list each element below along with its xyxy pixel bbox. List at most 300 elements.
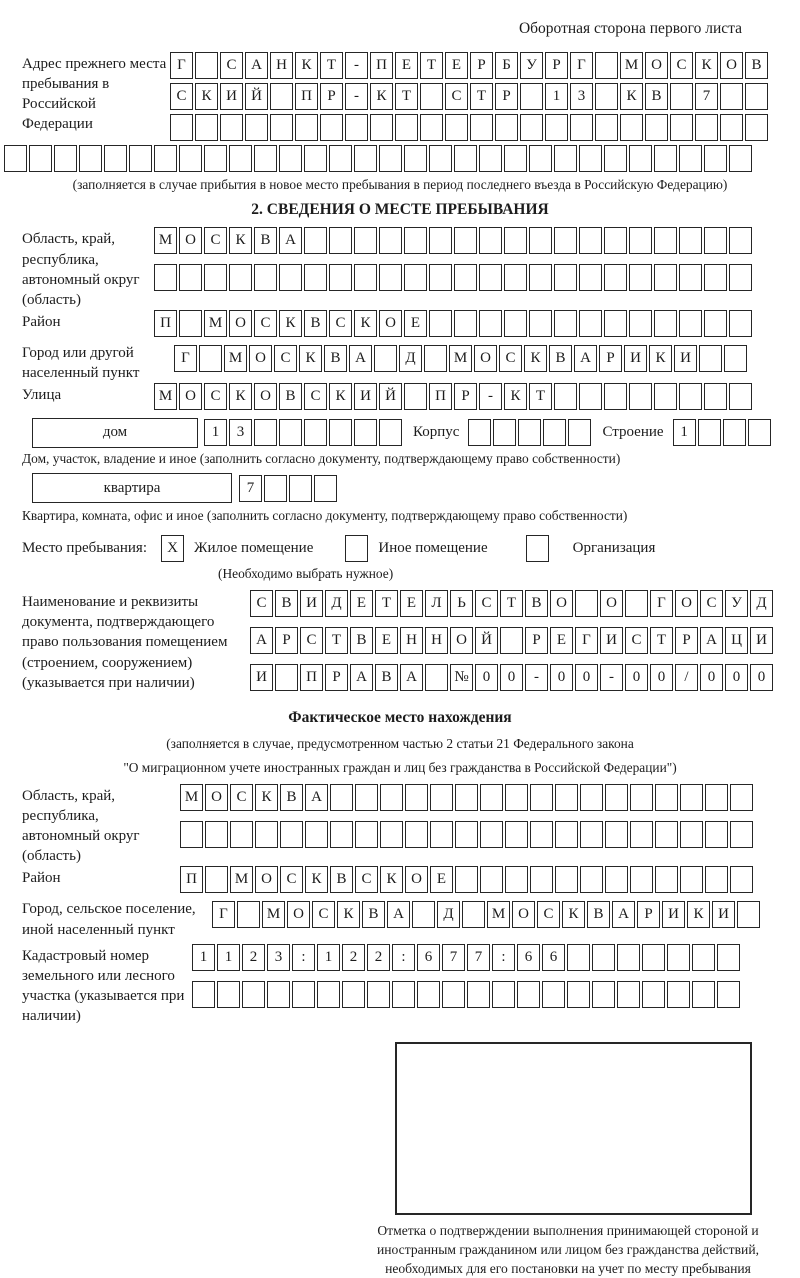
char-box[interactable]	[630, 866, 653, 893]
char-box[interactable]	[379, 419, 402, 446]
char-box[interactable]	[620, 114, 643, 141]
char-box[interactable]: О	[720, 52, 743, 79]
char-box[interactable]: О	[229, 310, 252, 337]
char-box[interactable]	[237, 901, 260, 928]
char-box[interactable]: Т	[650, 627, 673, 654]
char-box[interactable]	[704, 227, 727, 254]
char-box[interactable]	[717, 944, 740, 971]
char-box[interactable]: 7	[442, 944, 465, 971]
char-box[interactable]	[230, 821, 253, 848]
char-box[interactable]: П	[429, 383, 452, 410]
char-box[interactable]: П	[154, 310, 177, 337]
char-box[interactable]	[554, 264, 577, 291]
char-box[interactable]	[555, 784, 578, 811]
char-box[interactable]: 7	[239, 475, 262, 502]
char-box[interactable]: Е	[395, 52, 418, 79]
char-box[interactable]: 1	[317, 944, 340, 971]
char-box[interactable]: -	[345, 83, 368, 110]
char-box[interactable]: Г	[575, 627, 598, 654]
char-box[interactable]	[504, 227, 527, 254]
char-box[interactable]	[392, 981, 415, 1008]
char-box[interactable]: П	[370, 52, 393, 79]
char-box[interactable]	[345, 114, 368, 141]
char-box[interactable]	[329, 419, 352, 446]
char-box[interactable]: К	[329, 383, 352, 410]
char-box[interactable]: С	[204, 227, 227, 254]
char-box[interactable]	[720, 114, 743, 141]
char-box[interactable]: С	[475, 590, 498, 617]
char-box[interactable]: /	[675, 664, 698, 691]
char-box[interactable]	[554, 310, 577, 337]
char-box[interactable]: О	[255, 866, 278, 893]
char-box[interactable]: П	[295, 83, 318, 110]
char-box[interactable]: И	[674, 345, 697, 372]
char-box[interactable]	[504, 310, 527, 337]
char-box[interactable]: К	[524, 345, 547, 372]
char-box[interactable]	[723, 419, 746, 446]
char-box[interactable]	[104, 145, 127, 172]
char-box[interactable]	[479, 145, 502, 172]
char-box[interactable]	[629, 264, 652, 291]
char-box[interactable]	[745, 83, 768, 110]
char-box[interactable]	[480, 784, 503, 811]
char-box[interactable]	[730, 821, 753, 848]
char-box[interactable]	[492, 981, 515, 1008]
char-box[interactable]	[505, 821, 528, 848]
char-box[interactable]: В	[324, 345, 347, 372]
char-box[interactable]: Л	[425, 590, 448, 617]
char-box[interactable]: Р	[525, 627, 548, 654]
char-box[interactable]	[604, 145, 627, 172]
char-box[interactable]	[654, 383, 677, 410]
char-box[interactable]	[493, 419, 516, 446]
char-box[interactable]: А	[700, 627, 723, 654]
char-box[interactable]: Т	[320, 52, 343, 79]
char-box[interactable]: Д	[437, 901, 460, 928]
char-box[interactable]	[717, 981, 740, 1008]
char-box[interactable]: К	[229, 227, 252, 254]
char-box[interactable]	[412, 901, 435, 928]
char-box[interactable]	[442, 981, 465, 1008]
char-box[interactable]: О	[287, 901, 310, 928]
char-box[interactable]	[745, 114, 768, 141]
char-box[interactable]: С	[254, 310, 277, 337]
char-box[interactable]	[420, 83, 443, 110]
char-box[interactable]: К	[380, 866, 403, 893]
char-box[interactable]: И	[750, 627, 773, 654]
char-box[interactable]	[154, 264, 177, 291]
char-box[interactable]	[354, 419, 377, 446]
char-box[interactable]: В	[254, 227, 277, 254]
char-box[interactable]	[655, 821, 678, 848]
char-box[interactable]	[179, 145, 202, 172]
char-box[interactable]	[670, 83, 693, 110]
char-box[interactable]	[629, 383, 652, 410]
char-box[interactable]	[729, 145, 752, 172]
char-box[interactable]	[705, 821, 728, 848]
char-box[interactable]	[567, 981, 590, 1008]
checkbox-organizaciya[interactable]	[526, 535, 549, 562]
char-box[interactable]: С	[300, 627, 323, 654]
char-box[interactable]: О	[179, 227, 202, 254]
char-box[interactable]: Т	[529, 383, 552, 410]
char-box[interactable]: В	[362, 901, 385, 928]
char-box[interactable]: И	[600, 627, 623, 654]
char-box[interactable]	[724, 345, 747, 372]
char-box[interactable]: К	[295, 52, 318, 79]
char-box[interactable]: А	[279, 227, 302, 254]
char-box[interactable]	[679, 227, 702, 254]
char-box[interactable]	[680, 866, 703, 893]
char-box[interactable]	[654, 264, 677, 291]
char-box[interactable]: Н	[270, 52, 293, 79]
char-box[interactable]	[279, 264, 302, 291]
char-box[interactable]	[195, 114, 218, 141]
char-box[interactable]: О	[474, 345, 497, 372]
char-box[interactable]	[579, 227, 602, 254]
char-box[interactable]: С	[329, 310, 352, 337]
char-box[interactable]	[520, 114, 543, 141]
char-box[interactable]: 0	[500, 664, 523, 691]
char-box[interactable]: А	[349, 345, 372, 372]
char-box[interactable]: С	[230, 784, 253, 811]
char-box[interactable]: О	[450, 627, 473, 654]
char-box[interactable]	[454, 145, 477, 172]
char-box[interactable]: Й	[245, 83, 268, 110]
char-box[interactable]	[729, 227, 752, 254]
char-box[interactable]	[554, 227, 577, 254]
char-box[interactable]	[530, 784, 553, 811]
char-box[interactable]: В	[549, 345, 572, 372]
char-box[interactable]: 0	[650, 664, 673, 691]
char-box[interactable]: 7	[695, 83, 718, 110]
char-box[interactable]	[279, 419, 302, 446]
char-box[interactable]: В	[330, 866, 353, 893]
char-box[interactable]: О	[645, 52, 668, 79]
char-box[interactable]	[655, 784, 678, 811]
char-box[interactable]: С	[220, 52, 243, 79]
char-box[interactable]: 0	[550, 664, 573, 691]
char-box[interactable]	[54, 145, 77, 172]
char-box[interactable]	[625, 590, 648, 617]
char-box[interactable]: П	[300, 664, 323, 691]
char-box[interactable]: А	[387, 901, 410, 928]
char-box[interactable]	[680, 821, 703, 848]
char-box[interactable]: 3	[229, 419, 252, 446]
char-box[interactable]: -	[600, 664, 623, 691]
char-box[interactable]	[342, 981, 365, 1008]
char-box[interactable]: А	[350, 664, 373, 691]
char-box[interactable]	[695, 114, 718, 141]
char-box[interactable]: В	[587, 901, 610, 928]
char-box[interactable]	[455, 821, 478, 848]
char-box[interactable]	[220, 114, 243, 141]
char-box[interactable]: О	[600, 590, 623, 617]
char-box[interactable]	[667, 944, 690, 971]
char-box[interactable]	[205, 821, 228, 848]
char-box[interactable]: У	[520, 52, 543, 79]
char-box[interactable]	[170, 114, 193, 141]
char-box[interactable]: 0	[475, 664, 498, 691]
char-box[interactable]: :	[492, 944, 515, 971]
char-box[interactable]	[404, 264, 427, 291]
char-box[interactable]	[655, 866, 678, 893]
char-box[interactable]	[504, 264, 527, 291]
char-box[interactable]: Б	[495, 52, 518, 79]
char-box[interactable]: Р	[545, 52, 568, 79]
char-box[interactable]	[304, 264, 327, 291]
char-box[interactable]: П	[180, 866, 203, 893]
char-box[interactable]: Р	[325, 664, 348, 691]
char-box[interactable]	[479, 227, 502, 254]
char-box[interactable]	[254, 145, 277, 172]
char-box[interactable]	[592, 944, 615, 971]
char-box[interactable]	[630, 784, 653, 811]
char-box[interactable]	[654, 227, 677, 254]
char-box[interactable]: М	[154, 227, 177, 254]
char-box[interactable]	[454, 227, 477, 254]
char-box[interactable]	[470, 114, 493, 141]
char-box[interactable]: Т	[395, 83, 418, 110]
char-box[interactable]: О	[205, 784, 228, 811]
char-box[interactable]: Е	[375, 627, 398, 654]
char-box[interactable]	[255, 821, 278, 848]
char-box[interactable]: С	[625, 627, 648, 654]
char-box[interactable]	[555, 821, 578, 848]
char-box[interactable]	[705, 866, 728, 893]
char-box[interactable]: 3	[267, 944, 290, 971]
char-box[interactable]: 2	[342, 944, 365, 971]
char-box[interactable]: К	[649, 345, 672, 372]
char-box[interactable]	[354, 264, 377, 291]
char-box[interactable]: С	[170, 83, 193, 110]
char-box[interactable]	[330, 821, 353, 848]
char-box[interactable]	[617, 944, 640, 971]
char-box[interactable]: К	[299, 345, 322, 372]
char-box[interactable]	[254, 419, 277, 446]
char-box[interactable]	[495, 114, 518, 141]
char-box[interactable]	[204, 145, 227, 172]
char-box[interactable]: -	[345, 52, 368, 79]
char-box[interactable]	[264, 475, 287, 502]
char-box[interactable]: А	[305, 784, 328, 811]
char-box[interactable]	[530, 821, 553, 848]
char-box[interactable]	[204, 264, 227, 291]
char-box[interactable]	[545, 114, 568, 141]
char-box[interactable]: №	[450, 664, 473, 691]
char-box[interactable]: 2	[367, 944, 390, 971]
char-box[interactable]: В	[645, 83, 668, 110]
char-box[interactable]	[654, 145, 677, 172]
char-box[interactable]	[629, 227, 652, 254]
char-box[interactable]	[580, 866, 603, 893]
char-box[interactable]	[642, 944, 665, 971]
char-box[interactable]	[205, 866, 228, 893]
char-box[interactable]	[605, 821, 628, 848]
char-box[interactable]	[462, 901, 485, 928]
char-box[interactable]	[554, 145, 577, 172]
char-box[interactable]	[737, 901, 760, 928]
char-box[interactable]	[380, 784, 403, 811]
char-box[interactable]	[520, 83, 543, 110]
char-box[interactable]: С	[312, 901, 335, 928]
char-box[interactable]: Р	[599, 345, 622, 372]
char-box[interactable]: К	[562, 901, 585, 928]
char-box[interactable]	[542, 981, 565, 1008]
char-box[interactable]: И	[624, 345, 647, 372]
char-box[interactable]	[429, 145, 452, 172]
char-box[interactable]: С	[700, 590, 723, 617]
char-box[interactable]	[645, 114, 668, 141]
char-box[interactable]: С	[280, 866, 303, 893]
char-box[interactable]: О	[550, 590, 573, 617]
char-box[interactable]	[455, 866, 478, 893]
char-box[interactable]	[329, 264, 352, 291]
char-box[interactable]	[430, 784, 453, 811]
char-box[interactable]: О	[675, 590, 698, 617]
char-box[interactable]	[275, 664, 298, 691]
char-box[interactable]: О	[249, 345, 272, 372]
char-box[interactable]: Н	[400, 627, 423, 654]
char-box[interactable]: Й	[379, 383, 402, 410]
char-box[interactable]	[529, 145, 552, 172]
char-box[interactable]: К	[354, 310, 377, 337]
char-box[interactable]	[254, 264, 277, 291]
char-box[interactable]: 0	[575, 664, 598, 691]
char-box[interactable]	[314, 475, 337, 502]
char-box[interactable]	[192, 981, 215, 1008]
char-box[interactable]	[579, 264, 602, 291]
char-box[interactable]	[480, 866, 503, 893]
checkbox-inoe[interactable]	[345, 535, 368, 562]
char-box[interactable]	[405, 821, 428, 848]
char-box[interactable]	[729, 264, 752, 291]
char-box[interactable]	[699, 345, 722, 372]
char-box[interactable]	[292, 981, 315, 1008]
char-box[interactable]: В	[375, 664, 398, 691]
char-box[interactable]: В	[525, 590, 548, 617]
char-box[interactable]: 1	[204, 419, 227, 446]
char-box[interactable]: К	[337, 901, 360, 928]
char-box[interactable]: -	[479, 383, 502, 410]
char-box[interactable]	[505, 866, 528, 893]
char-box[interactable]	[295, 114, 318, 141]
char-box[interactable]: Г	[174, 345, 197, 372]
char-box[interactable]	[354, 145, 377, 172]
char-box[interactable]	[605, 784, 628, 811]
char-box[interactable]	[730, 866, 753, 893]
char-box[interactable]: Е	[430, 866, 453, 893]
char-box[interactable]	[4, 145, 27, 172]
char-box[interactable]: В	[279, 383, 302, 410]
char-box[interactable]	[180, 821, 203, 848]
char-box[interactable]	[504, 145, 527, 172]
char-box[interactable]: А	[400, 664, 423, 691]
char-box[interactable]	[692, 944, 715, 971]
char-box[interactable]: К	[255, 784, 278, 811]
char-box[interactable]	[405, 784, 428, 811]
char-box[interactable]	[289, 475, 312, 502]
char-box[interactable]: 0	[750, 664, 773, 691]
char-box[interactable]: Р	[495, 83, 518, 110]
char-box[interactable]: С	[445, 83, 468, 110]
char-box[interactable]: Р	[320, 83, 343, 110]
char-box[interactable]	[579, 383, 602, 410]
char-box[interactable]: Й	[475, 627, 498, 654]
char-box[interactable]	[270, 83, 293, 110]
char-box[interactable]: Г	[212, 901, 235, 928]
char-box[interactable]	[217, 981, 240, 1008]
char-box[interactable]	[518, 419, 541, 446]
char-box[interactable]	[404, 383, 427, 410]
char-box[interactable]	[500, 627, 523, 654]
char-box[interactable]	[304, 419, 327, 446]
char-box[interactable]: М	[620, 52, 643, 79]
char-box[interactable]: К	[504, 383, 527, 410]
char-box[interactable]: Т	[420, 52, 443, 79]
char-box[interactable]	[179, 264, 202, 291]
char-box[interactable]	[629, 310, 652, 337]
char-box[interactable]	[355, 821, 378, 848]
char-box[interactable]	[379, 264, 402, 291]
char-box[interactable]: И	[662, 901, 685, 928]
checkbox-zhiloe[interactable]: X	[161, 535, 184, 562]
char-box[interactable]	[698, 419, 721, 446]
char-box[interactable]	[730, 784, 753, 811]
char-box[interactable]: 1	[192, 944, 215, 971]
char-box[interactable]: В	[280, 784, 303, 811]
char-box[interactable]	[679, 383, 702, 410]
char-box[interactable]: С	[274, 345, 297, 372]
char-box[interactable]	[420, 114, 443, 141]
char-box[interactable]: 1	[217, 944, 240, 971]
char-box[interactable]: 1	[673, 419, 696, 446]
char-box[interactable]	[425, 664, 448, 691]
char-box[interactable]: Д	[399, 345, 422, 372]
char-box[interactable]: Е	[350, 590, 373, 617]
char-box[interactable]	[704, 383, 727, 410]
char-box[interactable]	[270, 114, 293, 141]
char-box[interactable]: М	[487, 901, 510, 928]
char-box[interactable]	[575, 590, 598, 617]
char-box[interactable]: :	[292, 944, 315, 971]
char-box[interactable]	[304, 227, 327, 254]
char-box[interactable]: 3	[570, 83, 593, 110]
char-box[interactable]: И	[300, 590, 323, 617]
char-box[interactable]	[642, 981, 665, 1008]
char-box[interactable]	[380, 821, 403, 848]
char-box[interactable]	[580, 784, 603, 811]
char-box[interactable]: С	[250, 590, 273, 617]
char-box[interactable]	[595, 114, 618, 141]
char-box[interactable]	[429, 310, 452, 337]
char-box[interactable]	[680, 784, 703, 811]
char-box[interactable]: А	[245, 52, 268, 79]
char-box[interactable]: Р	[675, 627, 698, 654]
char-box[interactable]: :	[392, 944, 415, 971]
char-box[interactable]: 2	[242, 944, 265, 971]
char-box[interactable]	[317, 981, 340, 1008]
char-box[interactable]	[692, 981, 715, 1008]
char-box[interactable]: Р	[275, 627, 298, 654]
char-box[interactable]	[404, 227, 427, 254]
char-box[interactable]	[617, 981, 640, 1008]
char-box[interactable]: С	[304, 383, 327, 410]
char-box[interactable]	[29, 145, 52, 172]
char-box[interactable]	[529, 264, 552, 291]
char-box[interactable]	[568, 419, 591, 446]
char-box[interactable]	[595, 83, 618, 110]
